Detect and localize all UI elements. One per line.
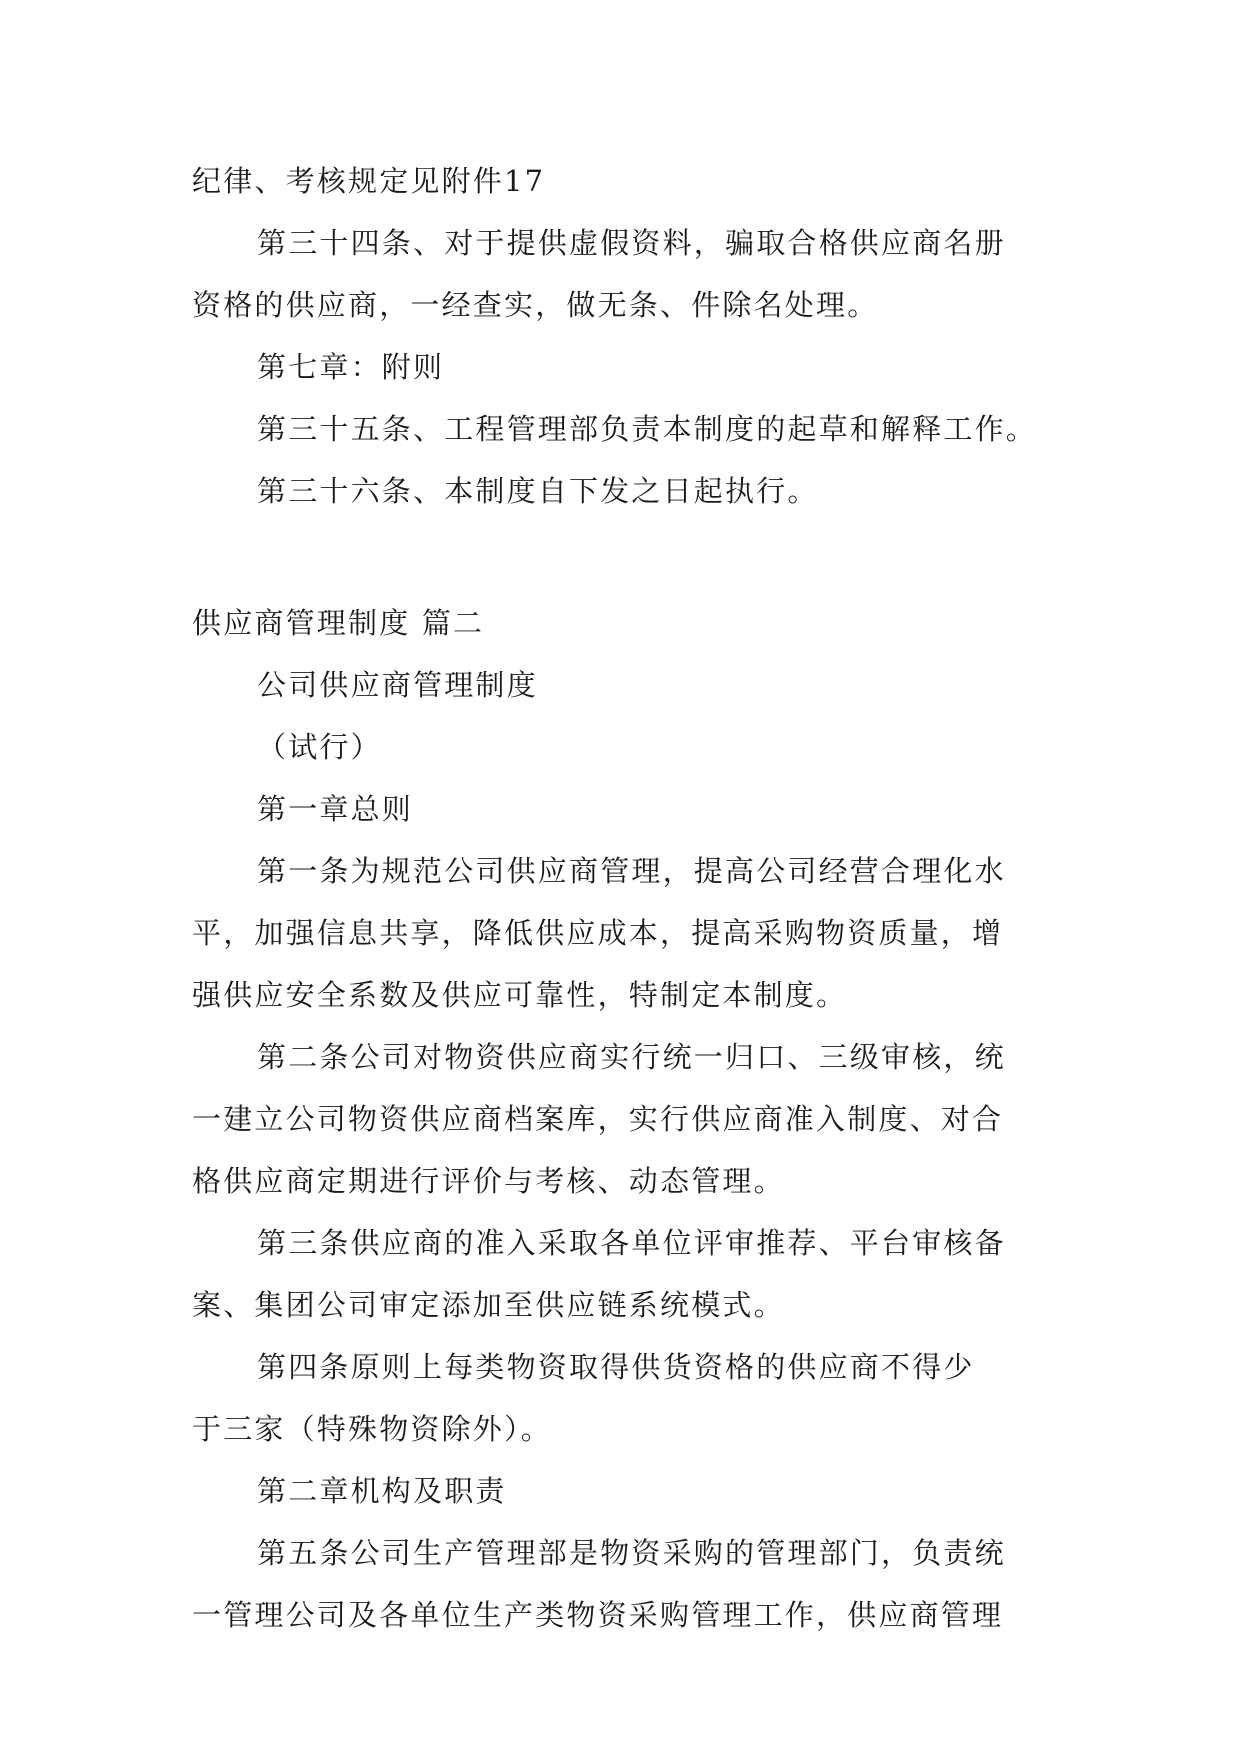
section-title: 供应商管理制度 篇二 [192, 606, 485, 640]
article-3-line-2: 案、集团公司审定添加至供应链系统模式。 [192, 1288, 785, 1322]
article-4-line-1: 第四条原则上每类物资取得供货资格的供应商不得少 [257, 1350, 975, 1384]
article-34-line-1: 第三十四条、对于提供虚假资料，骗取合格供应商名册 [257, 226, 1006, 260]
article-34-line-2: 资格的供应商，一经查实，做无条、件除名处理。 [192, 288, 879, 322]
chapter-7-heading: 第七章：附则 [257, 350, 445, 384]
article-1-line-2: 平，加强信息共享，降低供应成本，提高采购物资质量，增 [192, 916, 1004, 950]
article-3-line-1: 第三条供应商的准入采取各单位评审推荐、平台审核备 [257, 1226, 1006, 1260]
article-2-line-1: 第二条公司对物资供应商实行统一归口、三级审核，统 [257, 1040, 1006, 1074]
article-2-line-3: 格供应商定期进行评价与考核、动态管理。 [192, 1164, 785, 1198]
chapter-2-heading: 第二章机构及职责 [257, 1474, 507, 1508]
article-35: 第三十五条、工程管理部负责本制度的起草和解释工作。 [257, 412, 1038, 446]
article-36: 第三十六条、本制度自下发之日起执行。 [257, 474, 819, 508]
article-1-line-1: 第一条为规范公司供应商管理，提高公司经营合理化水 [257, 854, 1006, 888]
section-gap [192, 522, 1060, 592]
text-line: 纪律、考核规定见附件17 [192, 164, 546, 198]
document-subtitle: （试行） [257, 730, 382, 764]
article-1-line-3: 强供应安全系数及供应可靠性，特制定本制度。 [192, 978, 848, 1012]
article-5-line-1: 第五条公司生产管理部是物资采购的管理部门，负责统 [257, 1536, 1006, 1570]
article-5-line-2: 一管理公司及各单位生产类物资采购管理工作，供应商管理 [192, 1598, 1004, 1632]
article-2-line-2: 一建立公司物资供应商档案库，实行供应商准入制度、对合 [192, 1102, 1004, 1136]
document-body [192, 150, 1060, 1646]
document-title: 公司供应商管理制度 [257, 668, 538, 702]
chapter-1-heading: 第一章总则 [257, 792, 414, 826]
article-4-line-2: 于三家（特殊物资除外）。 [192, 1412, 552, 1446]
